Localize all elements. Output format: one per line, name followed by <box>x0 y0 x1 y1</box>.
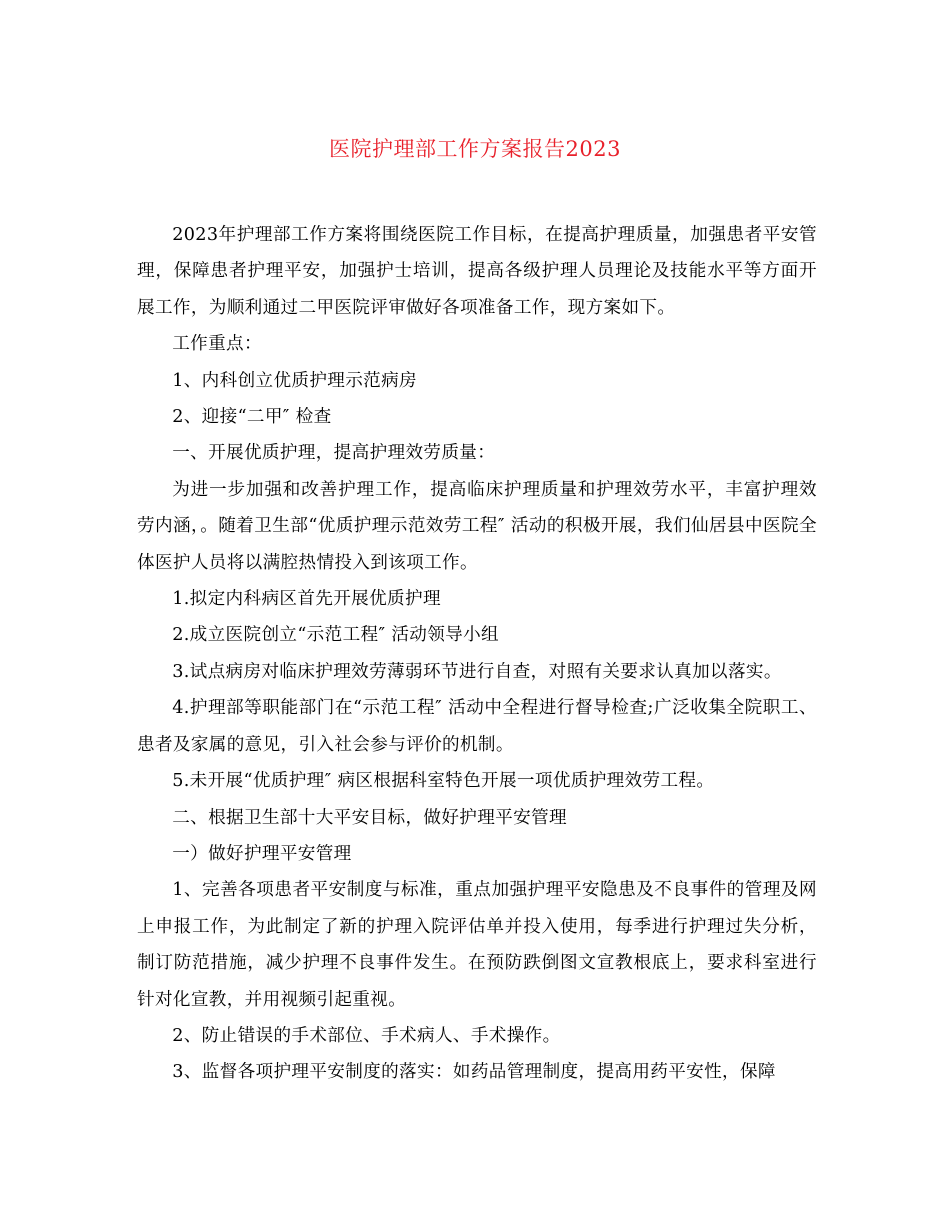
section-1-item-4: 4.护理部等职能部门在“示范工程″ 活动中全程进行督导检查;广泛收集全院职工、患者及家属的意见，引入社会参与评价的机制。 <box>137 698 817 755</box>
section-heading-2: 二、根据卫生部十大平安目标，做好护理平安管理 <box>172 807 567 828</box>
document-body <box>137 217 817 1091</box>
paragraph-section-1-intro: 为进一步加强和改善护理工作，提高临床护理质量和护理效劳水平，丰富护理效劳内涵，。随着卫生部“优质护理示范效劳工程″ 活动的积极开展，我们仙居县中医院全体医护人员将以满腔热情投入到该项工作。 <box>137 479 817 573</box>
paragraph-key-point-1: 1、内科创立优质护理示范病房 <box>172 370 418 391</box>
subsection-heading-2-1: 一）做好护理平安管理 <box>172 843 352 864</box>
section-1-item-3: 3.试点病房对临床护理效劳薄弱环节进行自查，对照有关要求认真加以落实。 <box>172 661 782 682</box>
section-1-item-1: 1.拟定内科病区首先开展优质护理 <box>172 589 441 610</box>
paragraph-key-point-2: 2、迎接“二甲″ 检查 <box>172 407 332 428</box>
section-1-item-5: 5.未开展“优质护理″ 病区根据科室特色开展一项优质护理效劳工程。 <box>172 771 715 792</box>
subsection-2-1-item-1: 1、完善各项患者平安制度与标准，重点加强护理平安隐患及不良事件的管理及网上申报工作，为此制定了新的护理入院评估单并投入使用，每季进行护理过失分析，制订防范措施，减少护理不良事件发生。在预防跌倒图文宣教根底上，要求科室进行针对化宣教，并用视频引起重视。 <box>137 880 817 1010</box>
paragraph-intro: 2023年护理部工作方案将围绕医院工作目标，在提高护理质量，加强患者平安管理，保障患者护理平安，加强护士培训，提高各级护理人员理论及技能水平等方面开展工作，为顺利通过二甲医院评审做好各项准备工作，现方案如下。 <box>137 225 817 318</box>
subsection-2-1-item-2: 2、防止错误的手术部位、手术病人、手术操作。 <box>172 1025 561 1046</box>
subsection-2-1-item-3: 3、监督各项护理平安制度的落实：如药品管理制度，提高用药平安性，保障 <box>172 1062 776 1083</box>
section-heading-1: 一、开展优质护理，提高护理效劳质量： <box>172 443 496 464</box>
document-title: 医院护理部工作方案报告2023 <box>329 137 621 161</box>
section-1-item-2: 2.成立医院创立“示范工程″ 活动领导小组 <box>172 625 499 646</box>
paragraph-key-points-heading: 工作重点： <box>172 334 262 355</box>
